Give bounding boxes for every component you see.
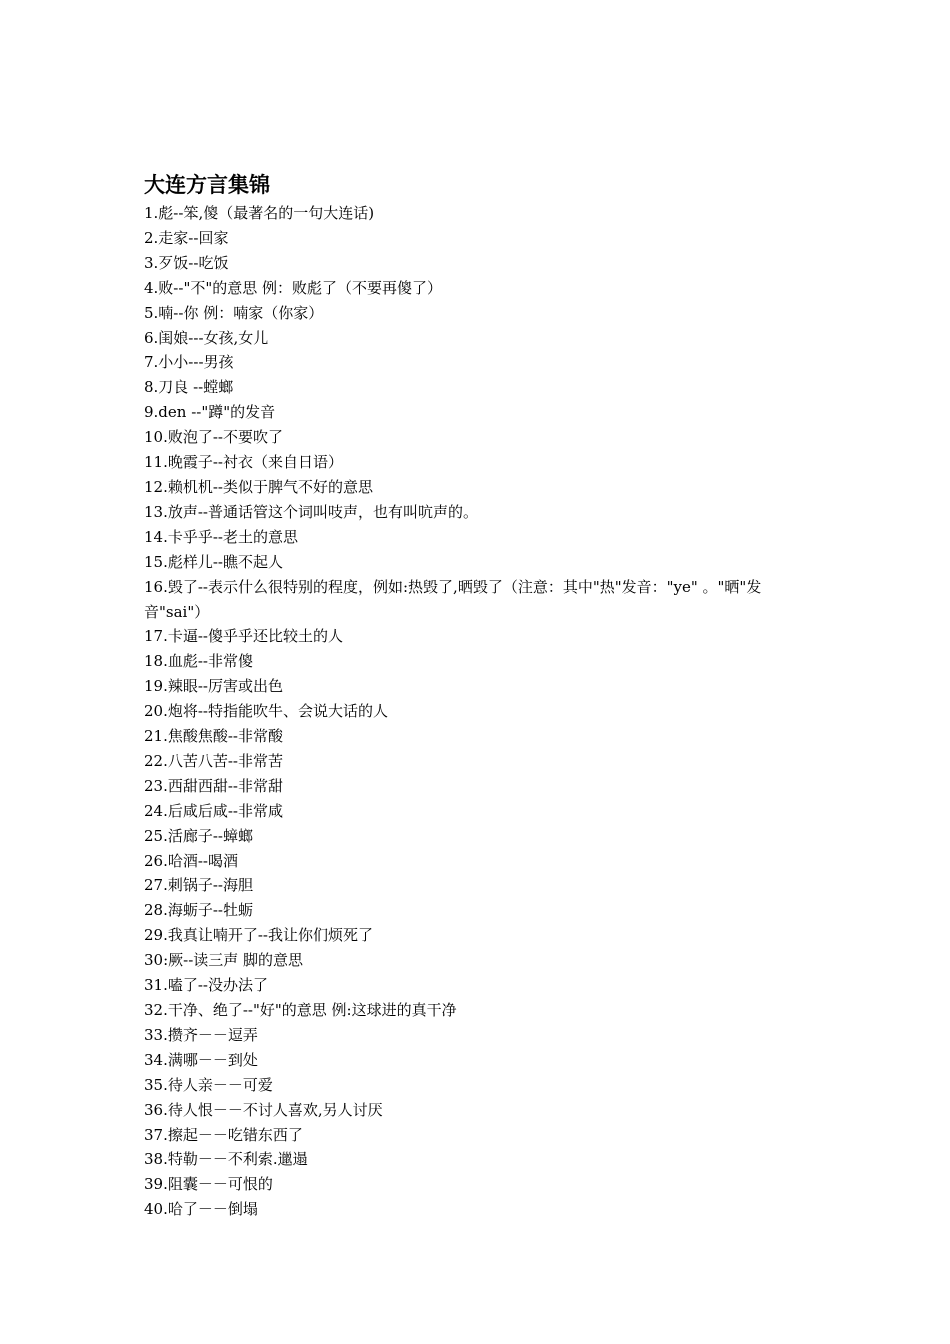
list-item: 30:厥--读三声 脚的意思	[144, 951, 304, 970]
list-item: 29.我真让喃开了--我让你们烦死了	[144, 926, 373, 945]
list-item: 7.小小---男孩	[144, 353, 234, 372]
list-item: 32.干净、绝了--"好"的意思 例:这球进的真干净	[144, 1001, 457, 1019]
list-item: 14.卡乎乎--老土的意思	[144, 527, 298, 546]
list-item: 21.焦酸焦酸--非常酸	[144, 727, 283, 746]
list-item: 10.败泡了--不要吹了	[144, 428, 283, 447]
document-page	[144, 170, 814, 1222]
list-item: 18.血彪--非常傻	[144, 652, 253, 671]
list-item: 26.哈酒--喝酒	[144, 851, 238, 870]
list-item: 6.闺娘---女孩,女儿	[144, 328, 269, 347]
list-item: 20.炮将--特指能吹牛、会说大话的人	[144, 702, 388, 721]
list-item: 15.彪样儿--瞧不起人	[144, 552, 283, 571]
list-item: 38.特勒－－不利索.邋遢	[144, 1150, 308, 1169]
list-item: 27.刺锅子--海胆	[144, 876, 253, 895]
list-item: 8.刀良 --螳螂	[144, 378, 234, 397]
list-item: 2.走家--回家	[144, 228, 229, 247]
list-item: 5.喃--你 例：喃家（你家）	[144, 303, 324, 322]
list-item: 1.彪--笨,傻（最著名的一句大连话)	[144, 204, 375, 222]
list-item: 39.阻囊－－可恨的	[144, 1175, 273, 1194]
list-item: 24.后咸后咸--非常咸	[144, 801, 283, 820]
list-item: 40.哈了－－倒塌	[144, 1200, 258, 1219]
list-item: 3.歹饭--吃饭	[144, 253, 229, 272]
list-item: 23.西甜西甜--非常甜	[144, 776, 283, 795]
list-item: 22.八苦八苦--非常苦	[144, 751, 283, 770]
list-item: 33.攒齐－－逗弄	[144, 1025, 258, 1044]
list-item: 35.待人亲－－可爱	[144, 1075, 273, 1094]
list-item: 17.卡逼--傻乎乎还比较土的人	[144, 627, 343, 646]
list-item: 31.嗑了--没办法了	[144, 976, 268, 995]
list-item: 4.败--"不"的意思 例：败彪了（不要再傻了）	[144, 278, 443, 297]
list-item: 12.赖机机--类似于脾气不好的意思	[144, 477, 373, 496]
list-item: 19.辣眼--厉害或出色	[144, 677, 283, 696]
list-item: 28.海蛎子--牡蛎	[144, 901, 253, 920]
list-item: 16.毁了--表示什么很特别的程度，例如:热毁了,晒毁了（注意：其中"热"发音："ye" 。"晒"发音"sai"）	[144, 577, 762, 621]
list-item: 36.待人恨－－不讨人喜欢,另人讨厌	[144, 1100, 383, 1119]
entry-list	[144, 201, 814, 1222]
list-item: 34.满哪－－到处	[144, 1050, 258, 1069]
list-item: 13.放声--普通话管这个词叫吱声，也有叫吭声的。	[144, 502, 478, 521]
document-title: 大连方言集锦	[144, 173, 270, 197]
list-item: 9.den --"蹲"的发音	[144, 403, 276, 422]
list-item: 11.晚霞子--衬衣（来自日语）	[144, 453, 343, 472]
list-item: 25.活廊子--蟑螂	[144, 826, 253, 845]
list-item: 37.擦起－－吃错东西了	[144, 1125, 303, 1144]
